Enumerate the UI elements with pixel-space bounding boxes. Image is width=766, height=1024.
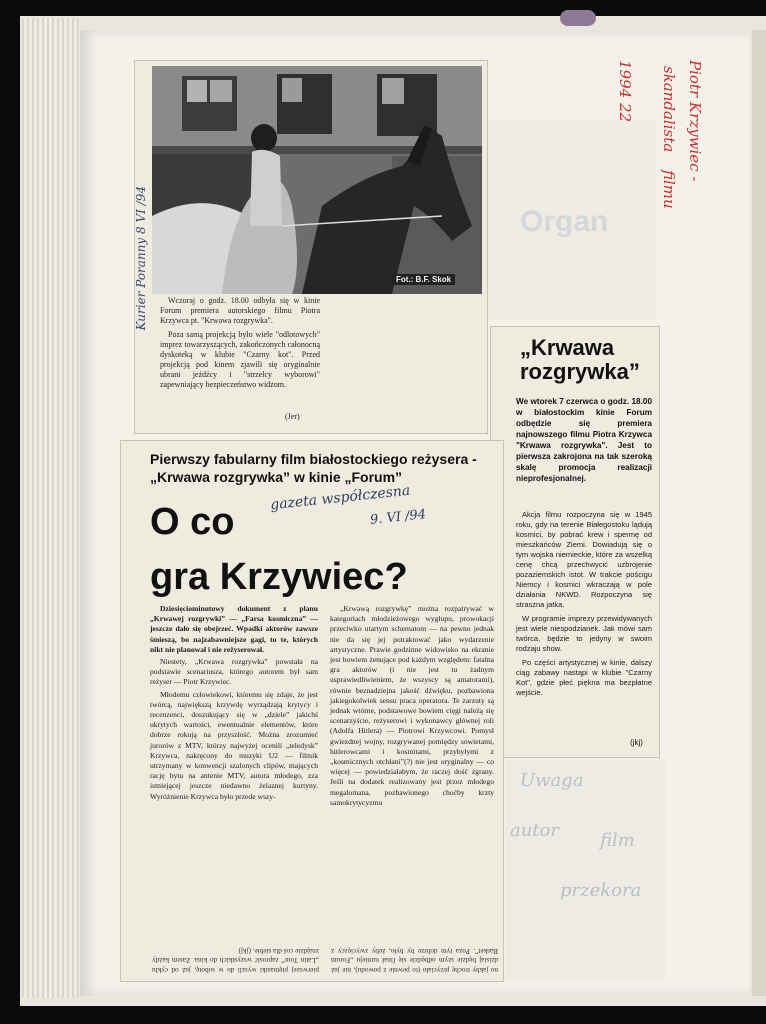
photo-credit: Fot.: B.F. Skok (392, 274, 455, 285)
announcement-signature: (jkj) (630, 738, 643, 747)
bleed-through-text: Organ (520, 205, 609, 238)
article-paragraph: Niestety, „Krwawa rozgrywka” powstała na podstawie scenariusza, którego autorem był sam reżyser — Piotr Krzywiec. (150, 657, 318, 687)
binding-strip (752, 30, 766, 996)
note-line: 1994 22 (616, 60, 634, 123)
upside-down-text: no jakby trochę przyciało (to pewnie z powodu), nie już dzisiaj będzie szym odbędzie się finał turnieju „Forum Basket”. Poza tym dobrze by było, żeby zwycięzcy z pierwszej piętnastki wyszli do w sobotę, już od cyklu „Latin Tour” zaprosić wszystkich do kina. Zatem każdy znajdzie coś dla siebie. (jkj) (152, 946, 498, 974)
bleed-through-area-bottom (505, 760, 665, 980)
handwritten-source-date: Kurier Poranny 8 VI /94 (134, 186, 148, 331)
bookmark-ribbon (560, 10, 596, 26)
article-column-1 (150, 604, 318, 804)
article-column-2 (330, 604, 494, 810)
handwritten-note (600, 60, 710, 260)
article-headline-line2: gra Krzywiec? (150, 556, 408, 598)
announcement-title: „Krwawa rozgrywka” (520, 335, 640, 384)
note-line: filmu (660, 170, 678, 209)
article-headline-line1: O co (150, 501, 235, 543)
caption-signature: (Jer) (285, 412, 300, 421)
article-paragraph: Młodemu człowiekowi, któremu się zdaje, że jest twórcą, największą krzywdę wyrządzają krytycy i recenzenci, doszukujący się w „dziele” jakichś ukrytych wartości, ewentualnie elementów, które dobrze rokują na przyszłość. Można zrozumieć jurorów z MTV, którzy najwyżej ocenili „teledysk” Krzywca, nakręcony do muzyki U2 — filmik utrzymany w konwencji szalonych clipów, mających rację bytu na antenie MTV, autora młodego, zza istniejącej jeszcze niedawno żelaznej kurtyny. Wyróżnienie Krzywca było przede wszy- (150, 689, 318, 801)
announcement-body (516, 510, 652, 702)
bleed-handwriting: film (600, 830, 635, 851)
article-kicker: Pierwszy fabularny film białostockiego reżysera - „Krwawa rozgrywka” w kinie „Forum” (150, 451, 477, 485)
note-line: skandalista (660, 66, 678, 153)
announcement-paragraph: W programie imprezy przewidywanych jest wiele niespodzianek. Jak mówi sam twórca, będzie to jedyny w swoim rodzaju show. (516, 614, 652, 653)
page-stack-edge (22, 18, 80, 998)
handwritten-date: 9. VI /94 (369, 507, 427, 528)
bleed-handwriting: Uwaga (520, 770, 584, 791)
caption-paragraph: Poza samą projekcją było wiele "odlotowych" imprez towarzyszących, zakończonych całonocną dyskoteką w klubie "Czarny kot". Przed projekcją pod kinem zjawili się oryginalnie ubrani jeźdźcy i "strzelcy wyborowi" zapewniający bezpieczeństwo widzom. (160, 330, 320, 389)
photo-caption (160, 296, 320, 394)
announcement-paragraph: Akcja filmu rozpoczyna się w 1945 roku, gdy na terenie Białegostoku lądują kosmici, by pobrać krew i spermę od mieszkańców Ziemi. Dowiadują się o tym wojska niemieckie, które za wszelką cenę chcą przechwycić uzbrojenie pozaziemskich istot. W trakcie pościgu Niemcy i kosmici wkraczają w pole działania NKWD. Rozpoczyna się straszna jatka. (516, 510, 652, 609)
handwritten-source: gazeta współczesna (269, 482, 411, 514)
caption-paragraph: Wczoraj o godz. 18.00 odbyła się w kinie Forum premiera autorskiego filmu Piotra Krzywca pt. "Krwawa rozgrywka". (160, 296, 320, 325)
announcement-lead: We wtorek 7 czerwca o godz. 18.00 w białostockim kinie Forum odbędzie się premiera najnowszego filmu Piotra Krzywca "Krwawa rozgrywka". Jest to pierwsza zakrojona na tak szeroką skalę promocja realizacji nieprofesjonalnej. (516, 397, 652, 483)
bleed-handwriting: autor (510, 820, 559, 841)
announcement-paragraph: Po części artystycznej w kinie, dalszy ciąg zabawy nastąpi w klubie "Czarny Kot", gdzie płeć pięknа ma bezpłatne wejście. (516, 658, 652, 697)
article-lead: Dziesięciominutowy dokument z planu „Krwawej rozgrywki” — „Farsa kosmiczna” — jeszcze dało się obejrzeć. Wpadki aktorów zawsze śmieszą, bo najzabawniejsze gagi, to te, których nikt nie planował i nie reżyserował. (150, 604, 318, 654)
note-line: Piotr Krzywiec - (686, 60, 704, 182)
bleed-handwriting: przekora (560, 880, 642, 901)
article-paragraph: „Krwawą rozgrywkę” można rozpatrywać w kategoriach młodzieżowego wygłupu, prowokacji przeciwko utartym schematom — na pewno jednak nie da się jej potraktować jako wydarzenie artystyczne. Prawie godzinne widowisko na ekranie jest bowiem żenujące pod każdym względem: fatalna gra aktorów (i nie jest tu żadnym usprawiedliwieniem, że wszyscy są amatorami), równie beznadziejna jakość dźwięku, pozbawiona jakiegokolwiek sensu praca operatora. Te zarzuty są jednak wtórne, podstawowe bowiem cięgi należą się scenarzyście, reżyserowi i wykonawcy głównej roli (Adolfa Hitlera) — Piotrowi Krzywcowi. Pomysł gwiezdnej wojny, rozgrywanej pomiędzy sowietami, hitlerowcami i kosmitami, przybyłymi z „kosmicznych otchłani”(?) nie jest oryginalny — co więcej — powiedziałabym, że raczej dość zgrany. Jeśli na dodatek realizowany jest przez młodego megalomana, pozbawionego choćby krzty samokrytycyzmu (330, 604, 494, 807)
horse-rider-photo (152, 66, 482, 294)
